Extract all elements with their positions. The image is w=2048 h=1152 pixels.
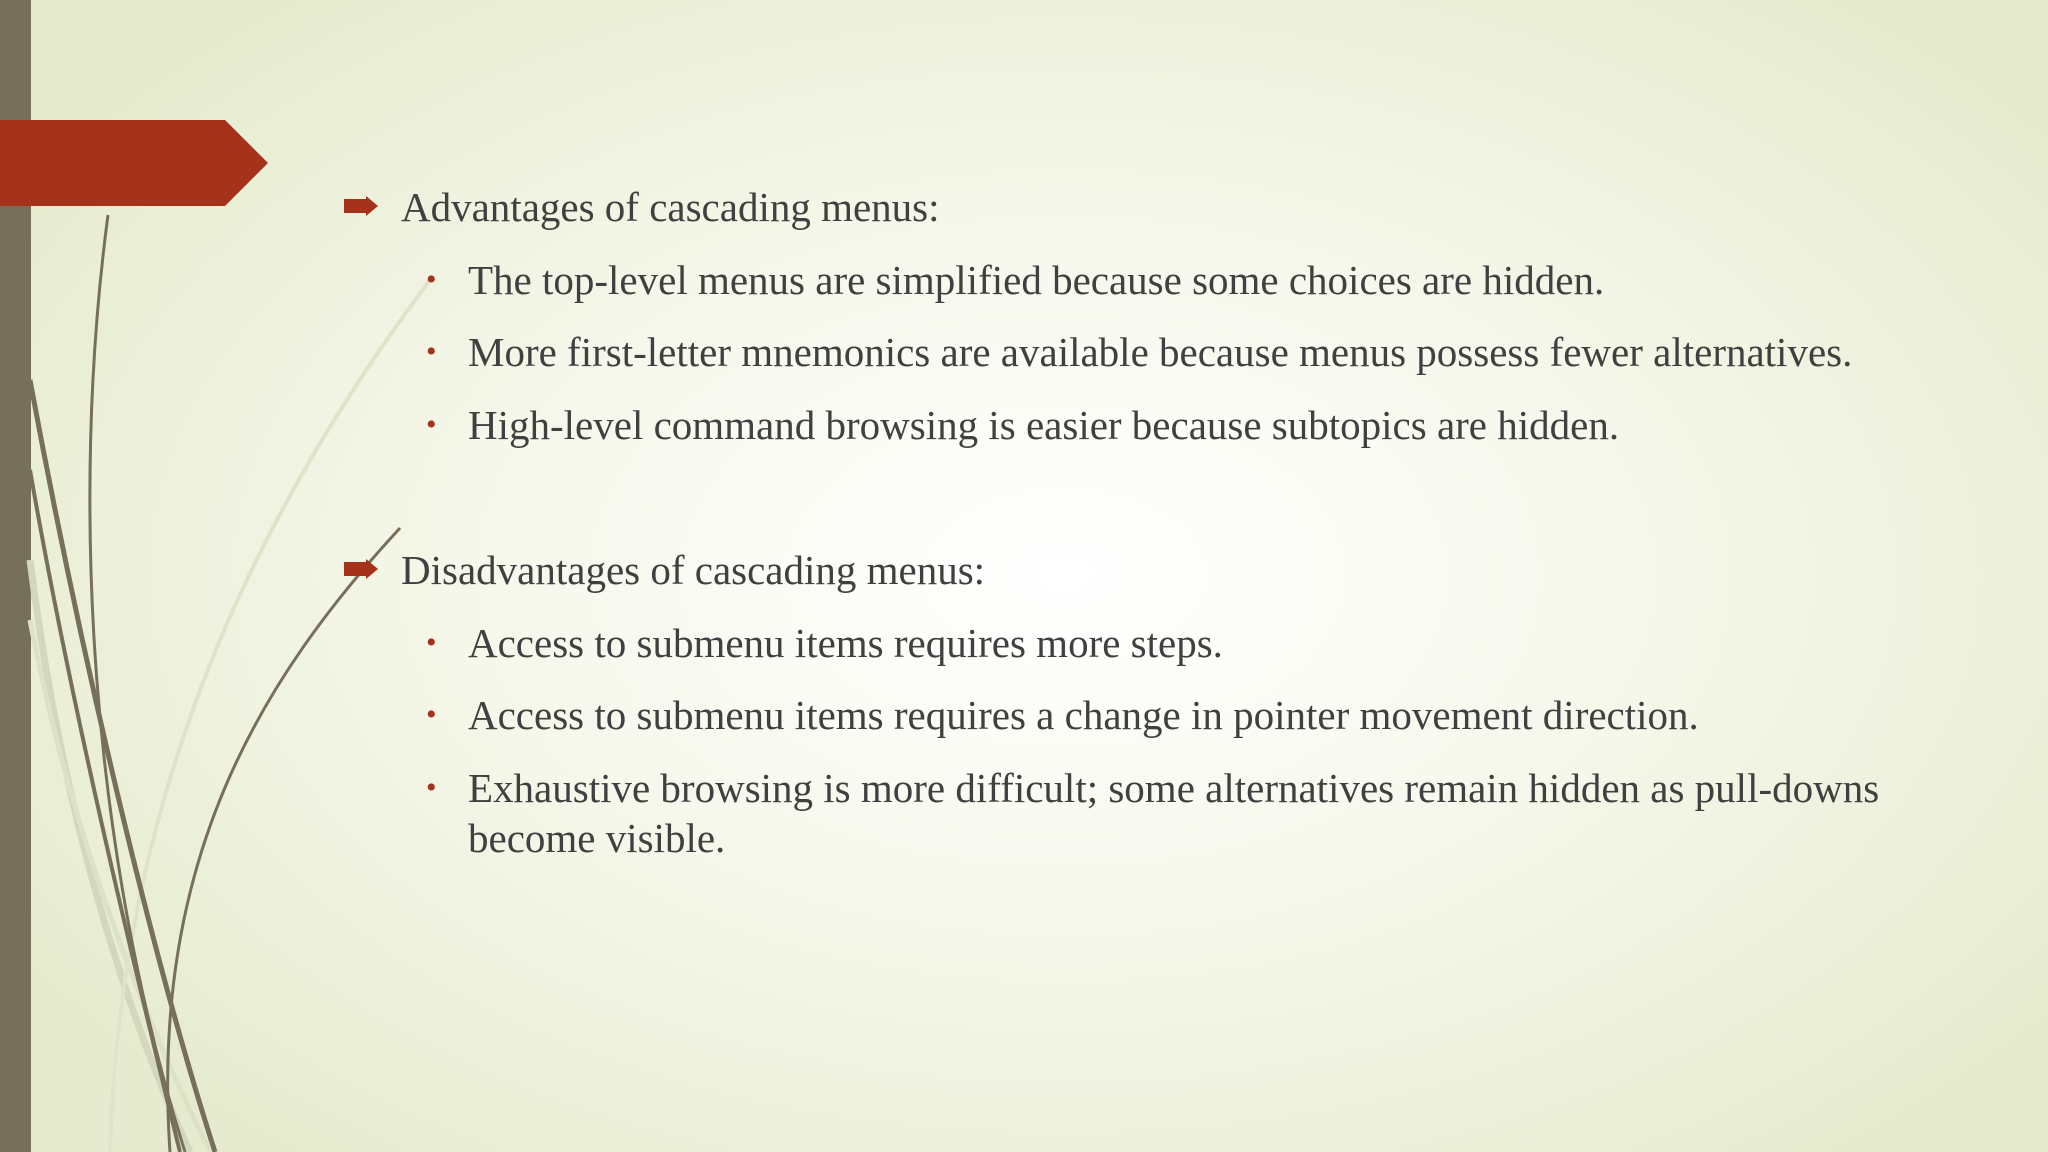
bullet-dot-icon: • xyxy=(426,408,437,441)
arrow-bullet-icon xyxy=(344,559,378,579)
list-item-text: More first-letter mnemonics are available because menus possess fewer alternatives. xyxy=(468,329,1853,375)
list-item-text: Exhaustive browsing is more difficult; some alternatives remain hidden as pull-downs become visible. xyxy=(468,765,1880,861)
bullet-dot-icon: • xyxy=(426,263,437,296)
bullet-dot-icon: • xyxy=(426,771,437,804)
list-item xyxy=(426,690,1928,740)
list-item xyxy=(426,763,1928,863)
list-item-text: Access to submenu items requires more steps. xyxy=(468,620,1223,666)
arrow-bullet-icon xyxy=(344,196,378,216)
list-item xyxy=(426,618,1928,668)
list-item xyxy=(426,255,1928,305)
section-heading-advantages xyxy=(401,182,940,232)
heading-text: Advantages of cascading menus: xyxy=(401,184,940,230)
list-item-text: Access to submenu items requires a change in pointer movement direction. xyxy=(468,692,1699,738)
heading-text: Disadvantages of cascading menus: xyxy=(401,547,986,593)
list-item-text: High-level command browsing is easier because subtopics are hidden. xyxy=(468,402,1620,448)
bullet-dot-icon: • xyxy=(426,698,437,731)
list-item-text: The top-level menus are simplified because some choices are hidden. xyxy=(468,257,1605,303)
list-item xyxy=(426,400,1928,450)
bullet-dot-icon: • xyxy=(426,335,437,368)
list-item xyxy=(426,327,1928,377)
section-heading-disadvantages xyxy=(401,545,985,595)
bullet-dot-icon: • xyxy=(426,626,437,659)
